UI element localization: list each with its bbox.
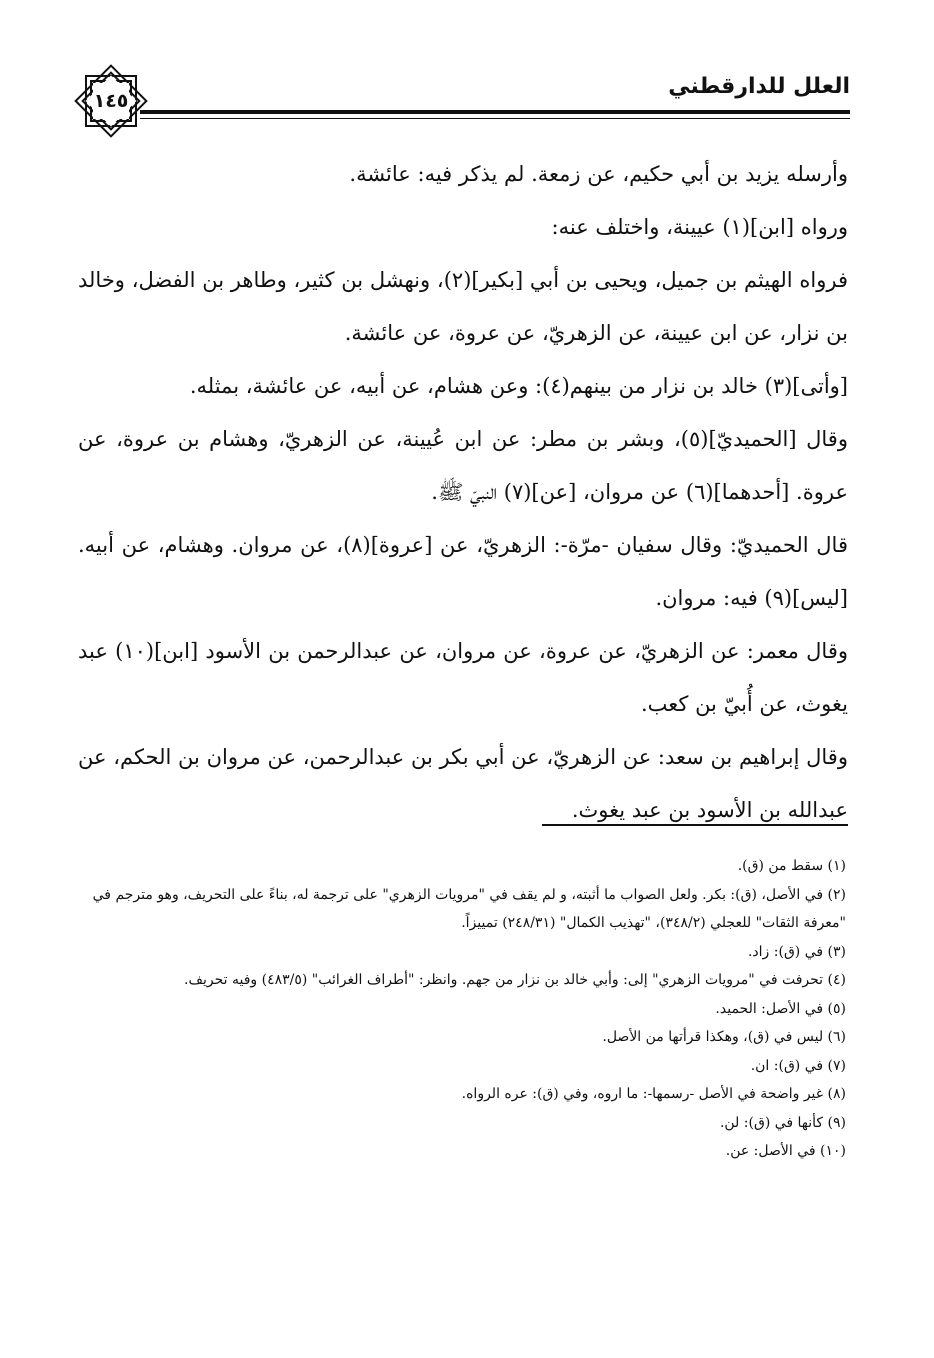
footnote: (١٠) في الأصل: عن. [725,1143,846,1159]
footnote: (٤) تحرفت في "مرويات الزهري" إلى: وأبي خالد بن نزار من جهم. وانظر: "أطراف الغرائب" (٤٨٣/٥) وفيه تحريف. [184,972,846,988]
page-number-badge [72,62,150,140]
footnotes [80,852,846,1166]
footnote: (٥) في الأصل: الحميد. [715,1000,846,1017]
page-header [0,0,934,150]
paragraph: [وأتى](٣) خالد بن نزار من بينهم(٤): وعن هشام، عن أبيه، عن عائشة، بمثله. [189,374,848,398]
header-rule-thin [140,118,850,119]
footnote: (٩) كأنها في (ق): لن. [719,1114,846,1131]
footnote: (١) سقط من (ق). [737,858,846,874]
paragraph: وقال [الحميديّ](٥)، وبشر بن مطر: عن ابن عُيينة، عن الزهريّ، وهشام بن عروة، عن عروة. [أحدهما](٦) عن مروان، [عن](٧) النبيّ ﷺ. [78,427,848,504]
footnote: (٨) غير واضحة في الأصل -رسمها-: ما اروه، وفي (ق): عره الرواه. [461,1086,846,1102]
footnote: (٧) في (ق): ان. [750,1057,846,1074]
paragraph: وقال إبراهيم بن سعد: عن الزهريّ، عن أبي بكر بن عبدالرحمن، عن مروان بن الحكم، عن عبدالله بن الأسود بن عبد يغوث. [78,745,848,822]
footnote: (٣) في (ق): زاد. [747,943,846,960]
main-text [78,148,848,837]
footnote: (٦) ليس في (ق)، وهكذا قرأتها من الأصل. [602,1029,846,1045]
footnote: (٢) في الأصل، (ق): بكر. ولعل الصواب ما أثبته، و لم يقف في "مرويات الزهري" على ترجمة له، بناءً على التحريف، وهو مترجم في "معرفة الثقات" للعجلي (٣٤٨/٢)، "تهذيب الكمال" (٢٤٨/٣١) تمييزاً. [92,886,846,931]
book-title: العلل للدارقطني [668,74,850,99]
paragraph: فرواه الهيثم بن جميل، ويحيى بن أبي [بكير](٢)، ونهشل بن كثير، وطاهر بن الفضل، وخالد بن نزار، عن ابن عيينة، عن الزهريّ، عن عروة، عن عائشة. [78,268,848,345]
page-number: ١٤٥ [93,90,129,112]
paragraph: ورواه [ابن](١) عيينة، واختلف عنه: [551,215,848,239]
paragraph: وأرسله يزيد بن أبي حكيم، عن زمعة. لم يذكر فيه: عائشة. [349,162,848,186]
footnote-separator [542,824,848,826]
paragraph: وقال معمر: عن الزهريّ، عن عروة، عن مروان، عن عبدالرحمن بن الأسود [ابن](١٠) عبد يغوث، عن أُبيّ بن كعب. [78,639,848,716]
paragraph: قال الحميديّ: وقال سفيان -مرّة-: الزهريّ، عن [عروة](٨)، عن مروان. وهشام، عن أبيه. [ليس](٩) فيه: مروان. [78,533,848,610]
header-rule-thick [140,110,850,114]
